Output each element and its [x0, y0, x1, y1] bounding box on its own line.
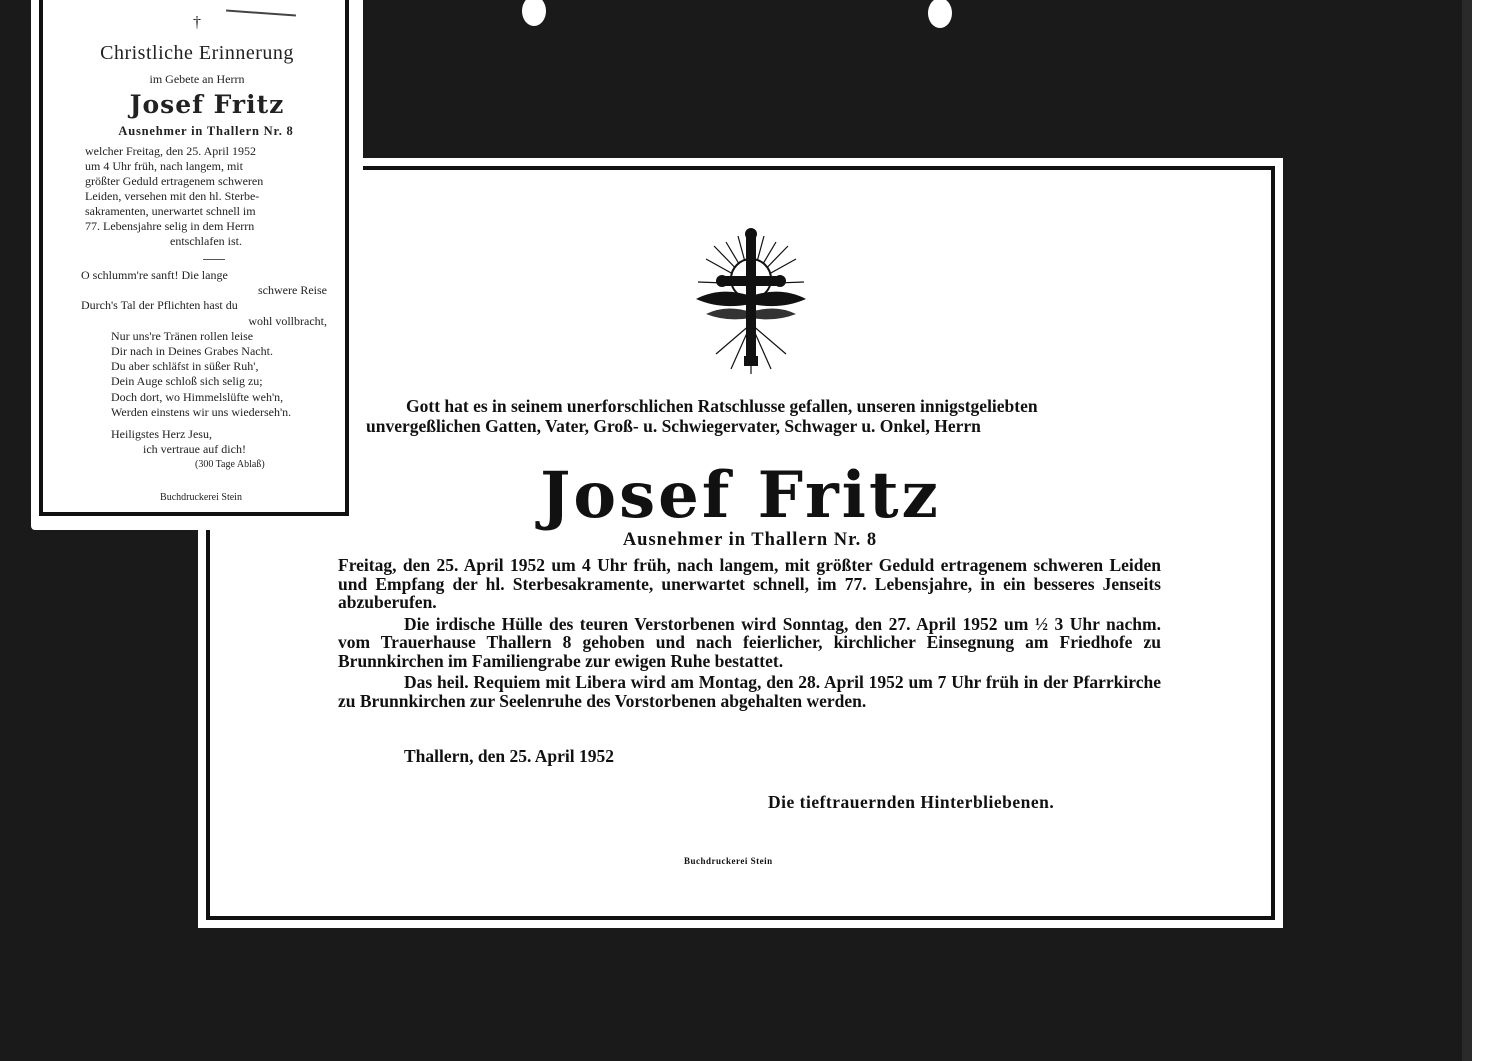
- notice-body: [338, 556, 1161, 713]
- punch-hole-right: [928, 0, 952, 28]
- poem-line: Doch dort, wo Himmelslüfte weh'n,: [111, 389, 284, 404]
- card-body-line: größter Geduld ertragenem schweren: [85, 174, 264, 188]
- poem-line: Du aber schläfst in süßer Ruh',: [111, 359, 259, 374]
- cross-ornament-icon: [676, 224, 826, 384]
- card-body-line: 77. Lebensjahre selig in dem Herrn: [85, 219, 255, 233]
- poem-line: schwere Reise: [258, 283, 327, 298]
- poem-line: O schlumm're sanft! Die lange: [81, 268, 228, 282]
- card-subtitle: im Gebete an Herrn: [149, 72, 245, 86]
- poem-line: Dein Auge schloß sich selig zu;: [111, 374, 263, 389]
- paragraph-death: Freitag, den 25. April 1952 um 4 Uhr früh, nach langem, mit größter Geduld ertragenem schweren Leiden und Empfang der hl. Sterbesakramente, unerwartet schnell, im 77. Lebensjahre, in ein besseres Jenseits abzuberufen.: [338, 555, 1161, 612]
- notice-printer: Buchdruckerei Stein: [684, 856, 773, 866]
- paragraph-funeral: Die irdische Hülle des teuren Verstorbenen wird Sonntag, den 27. April 1952 um ½ 3 Uhr nachm. vom Trauerhause Thallern 8 gehoben und nach feierlicher, kirchlicher Einsegnung am Friedhofe zu Brunnkirchen im Familiengrabe zur ewigen Ruhe bestattet.: [338, 613, 1161, 671]
- card-occupation: Ausnehmer in Thallern Nr. 8: [118, 124, 294, 138]
- card-cross-icon: †: [193, 14, 201, 31]
- card-printer: Buchdruckerei Stein: [160, 492, 242, 503]
- card-prayer: [111, 427, 341, 457]
- place-date: Thallern, den 25. April 1952: [404, 746, 615, 766]
- card-poem: [81, 268, 327, 420]
- card-body-line: sakramenten, unerwartet schnell im: [85, 204, 256, 218]
- card-body: [85, 144, 327, 249]
- paragraph-requiem: Das heil. Requiem mit Libera wird am Montag, den 28. April 1952 um 7 Uhr früh in der Pfarrkirche zu Brunnkirchen zur Seelenruhe des Vorstorbenen abgehalten werden.: [338, 672, 1161, 711]
- card-body-line: Leiden, versehen mit den hl. Sterbe-: [85, 189, 260, 203]
- poem-line: Werden einstens wir uns wiederseh'n.: [111, 404, 292, 419]
- prayer-line-1: Heiligstes Herz Jesu,: [111, 427, 212, 441]
- card-separator: [203, 259, 225, 260]
- poem-line: wohl vollbracht,: [248, 313, 327, 328]
- card-body-line: welcher Freitag, den 25. April 1952: [85, 144, 256, 158]
- card-indulgence: (300 Tage Ablaß): [195, 459, 265, 470]
- punch-hole-left: [522, 0, 546, 26]
- notice-intro: [366, 396, 1166, 436]
- intro-line-1: Gott hat es in seinem unerforschlichen Ratschlusse gefallen, unseren innigstgeliebten: [406, 396, 1038, 416]
- prayer-line-2: ich vertraue auf dich!: [143, 442, 246, 456]
- signature: Die tieftrauernden Hinterbliebenen.: [768, 792, 1055, 812]
- card-name: Josef Fritz: [129, 90, 285, 119]
- deceased-occupation: Ausnehmer in Thallern Nr. 8: [622, 530, 878, 550]
- card-title: Christliche Erinnerung: [100, 42, 294, 64]
- poem-line: Durch's Tal der Pflichten hast du: [81, 298, 238, 313]
- intro-line-2: unvergeßlichen Gatten, Vater, Groß- u. Schwiegervater, Schwager u. Onkel, Herrn: [366, 416, 981, 436]
- poem-line: Dir nach in Deines Grabes Nacht.: [111, 344, 273, 359]
- page-edge: [1472, 0, 1500, 1061]
- card-body-line: entschlafen ist.: [170, 234, 242, 248]
- memorial-card: [31, 0, 363, 530]
- deceased-name: Josef Fritz: [540, 458, 941, 533]
- poem-line: Nur uns're Tränen rollen leise: [111, 328, 254, 343]
- card-body-line: um 4 Uhr früh, nach langem, mit: [85, 159, 243, 173]
